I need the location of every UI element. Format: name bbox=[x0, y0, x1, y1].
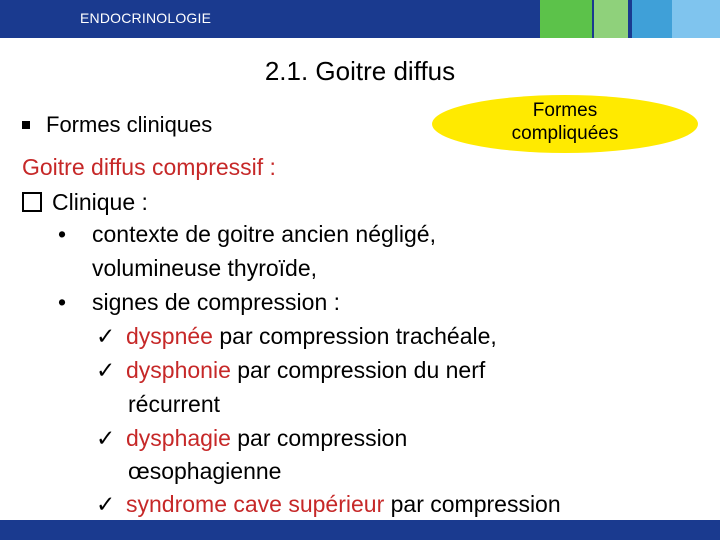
check-item-1-term: dyspnée bbox=[126, 323, 213, 349]
checkbox-item-label: Clinique : bbox=[52, 189, 148, 215]
bullet-dot-icon: • bbox=[58, 289, 67, 315]
checkmark-icon: ✓ bbox=[96, 491, 116, 517]
check-item-2-text: par compression du nerf bbox=[230, 357, 486, 383]
check-item-3-text: par compression bbox=[230, 425, 408, 451]
check-item-2-continuation: récurrent bbox=[128, 391, 221, 417]
slide-footer-bar bbox=[0, 520, 720, 540]
bullet-item-1-continuation: volumineuse thyroïde, bbox=[92, 255, 318, 281]
bullet-item-1-text: contexte de goitre ancien négligé, bbox=[92, 221, 436, 247]
check-item-2 bbox=[96, 357, 485, 384]
checkmark-icon: ✓ bbox=[96, 357, 116, 383]
checkbox-icon bbox=[22, 192, 42, 212]
check-item-1-text: par compression trachéale, bbox=[212, 323, 497, 349]
callout-line-1: Formes bbox=[532, 100, 598, 121]
bullet-item-2 bbox=[58, 289, 340, 316]
section-heading: Goitre diffus compressif : bbox=[22, 154, 276, 180]
header-decoration-blue bbox=[632, 0, 672, 38]
header-decoration-light-green bbox=[594, 0, 628, 38]
header-decoration-green bbox=[540, 0, 592, 38]
main-bullet bbox=[22, 112, 212, 138]
bullet-dot-icon: • bbox=[58, 221, 67, 247]
check-item-4-term: syndrome cave supérieur bbox=[126, 491, 385, 517]
check-item-1 bbox=[96, 323, 497, 350]
check-item-3-continuation: œsophagienne bbox=[128, 458, 282, 484]
header-title: ENDOCRINOLOGIE bbox=[80, 10, 212, 26]
slide-header-bar bbox=[0, 0, 720, 38]
checkbox-item bbox=[22, 189, 148, 216]
check-item-4 bbox=[96, 491, 561, 518]
callout-oval bbox=[432, 95, 698, 153]
checkmark-icon: ✓ bbox=[96, 425, 116, 451]
square-bullet-icon bbox=[22, 121, 30, 129]
bullet-item-2-text: signes de compression : bbox=[92, 289, 341, 315]
check-item-4-text: par compression bbox=[384, 491, 561, 517]
main-bullet-text: Formes cliniques bbox=[46, 112, 213, 137]
callout-line-2: compliquées bbox=[511, 123, 619, 144]
slide-title: 2.1. Goitre diffus bbox=[264, 56, 456, 86]
check-item-3 bbox=[96, 425, 407, 452]
header-decoration-light-blue bbox=[672, 0, 720, 38]
check-item-3-term: dysphagie bbox=[126, 425, 231, 451]
bullet-item-1 bbox=[58, 221, 436, 248]
check-item-2-term: dysphonie bbox=[126, 357, 231, 383]
checkmark-icon: ✓ bbox=[96, 323, 116, 349]
callout-text bbox=[432, 99, 698, 145]
